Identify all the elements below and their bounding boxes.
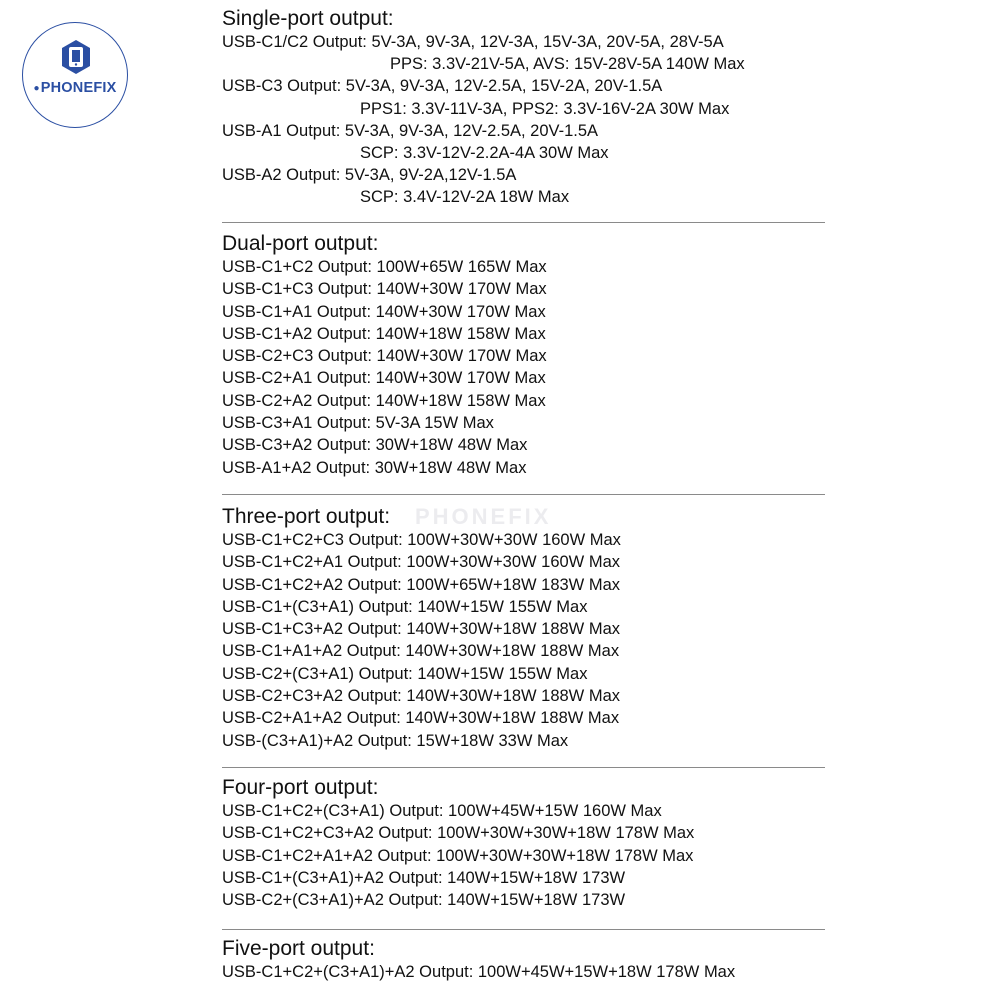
spec-line: USB-C1+C2+(C3+A1) Output: 100W+45W+15W 160W Max [222,802,662,820]
spec-line: USB-(C3+A1)+A2 Output: 15W+18W 33W Max [222,731,569,750]
spec-line: USB-C2+A1+A2 Output: 140W+30W+18W 188W Max [222,709,620,728]
section-heading: Three-port output: [222,505,391,528]
section-heading: Five-port output: [222,937,375,960]
divider [222,494,825,495]
section-heading: Dual-port output: [222,232,379,255]
spec-line: USB-C2+A1 Output: 140W+30W 170W Max [222,369,546,388]
phonefix-mark-icon [60,39,92,75]
spec-line: USB-C1+C2+A1+A2 Output: 100W+30W+30W+18W 178W Max [222,846,694,865]
spec-line: PPS1: 3.3V-11V-3A, PPS2: 3.3V-16V-2A 30W Max [360,99,730,118]
section-four-port [222,776,826,911]
spec-line: SCP: 3.4V-12V-2A 18W Max [360,188,570,207]
section-five-port [222,937,826,983]
spec-line: USB-A2 Output: 5V-3A, 9V-2A,12V-1.5A [222,166,517,185]
section-dual-port [222,232,826,479]
spec-line: USB-C1+C3+A2 Output: 140W+30W+18W 188W Max [222,620,621,639]
spec-line: USB-C2+(C3+A1)+A2 Output: 140W+15W+18W 173W [222,891,626,910]
section-heading: Four-port output: [222,776,379,799]
spec-line: USB-C1+A2 Output: 140W+18W 158W Max [222,324,546,343]
spec-line: USB-C2+A2 Output: 140W+18W 158W Max [222,391,546,410]
spec-line: USB-C1+C2+A2 Output: 100W+65W+18W 183W Max [222,575,621,594]
section-heading: Single-port output: [222,7,394,30]
spec-line: USB-C2+C3+A2 Output: 140W+30W+18W 188W Max [222,687,621,706]
spec-line: USB-C2+(C3+A1) Output: 140W+15W 155W Max [222,664,588,683]
spec-line: USB-C1+C2+C3+A2 Output: 100W+30W+30W+18W 178W Max [222,824,695,843]
spec-line: USB-C1+(C3+A1) Output: 140W+15W 155W Max [222,597,588,616]
spec-line: USB-C3+A2 Output: 30W+18W 48W Max [222,436,528,455]
divider [222,929,825,930]
spec-line: USB-A1 Output: 5V-3A, 9V-3A, 12V-2.5A, 20V-1.5A [222,121,599,140]
spec-line: USB-C1+A1 Output: 140W+30W 170W Max [222,302,546,321]
spec-line: USB-C1+C2+A1 Output: 100W+30W+30W 160W Max [222,553,621,572]
spec-line: USB-C3+A1 Output: 5V-3A 15W Max [222,414,494,433]
spec-line: USB-A1+A2 Output: 30W+18W 48W Max [222,458,527,477]
spec-line: USB-C1+C2+C3 Output: 100W+30W+30W 160W Max [222,531,621,549]
divider [222,222,825,223]
spec-line: USB-C2+C3 Output: 140W+30W 170W Max [222,347,547,366]
logo-dot-icon: ● [33,83,40,94]
spec-line: USB-C1+C2+(C3+A1)+A2 Output: 100W+45W+15W+18W 178W Max [222,963,736,981]
section-three-port [222,505,826,752]
spec-line: USB-C1+C3 Output: 140W+30W 170W Max [222,280,547,299]
spec-line: USB-C3 Output: 5V-3A, 9V-3A, 12V-2.5A, 15V-2A, 20V-1.5A [222,77,663,96]
phonefix-logo [22,22,128,128]
logo-brand-text: PHONEFIX [40,80,117,96]
section-single-port [222,7,826,209]
watermark: PHONEFIX [415,504,552,529]
spec-line: USB-C1+A1+A2 Output: 140W+30W+18W 188W Max [222,642,620,661]
divider [222,767,825,768]
spec-line: USB-C1+(C3+A1)+A2 Output: 140W+15W+18W 173W [222,868,626,887]
spec-line: USB-C1/C2 Output: 5V-3A, 9V-3A, 12V-3A, 15V-3A, 20V-5A, 28V-5A [222,33,724,51]
spec-line: USB-C1+C2 Output: 100W+65W 165W Max [222,258,547,276]
spec-line: PPS: 3.3V-21V-5A, AVS: 15V-28V-5A 140W Max [390,55,745,74]
logo-wordmark [23,80,127,96]
spec-line: SCP: 3.3V-12V-2.2A-4A 30W Max [360,144,609,163]
